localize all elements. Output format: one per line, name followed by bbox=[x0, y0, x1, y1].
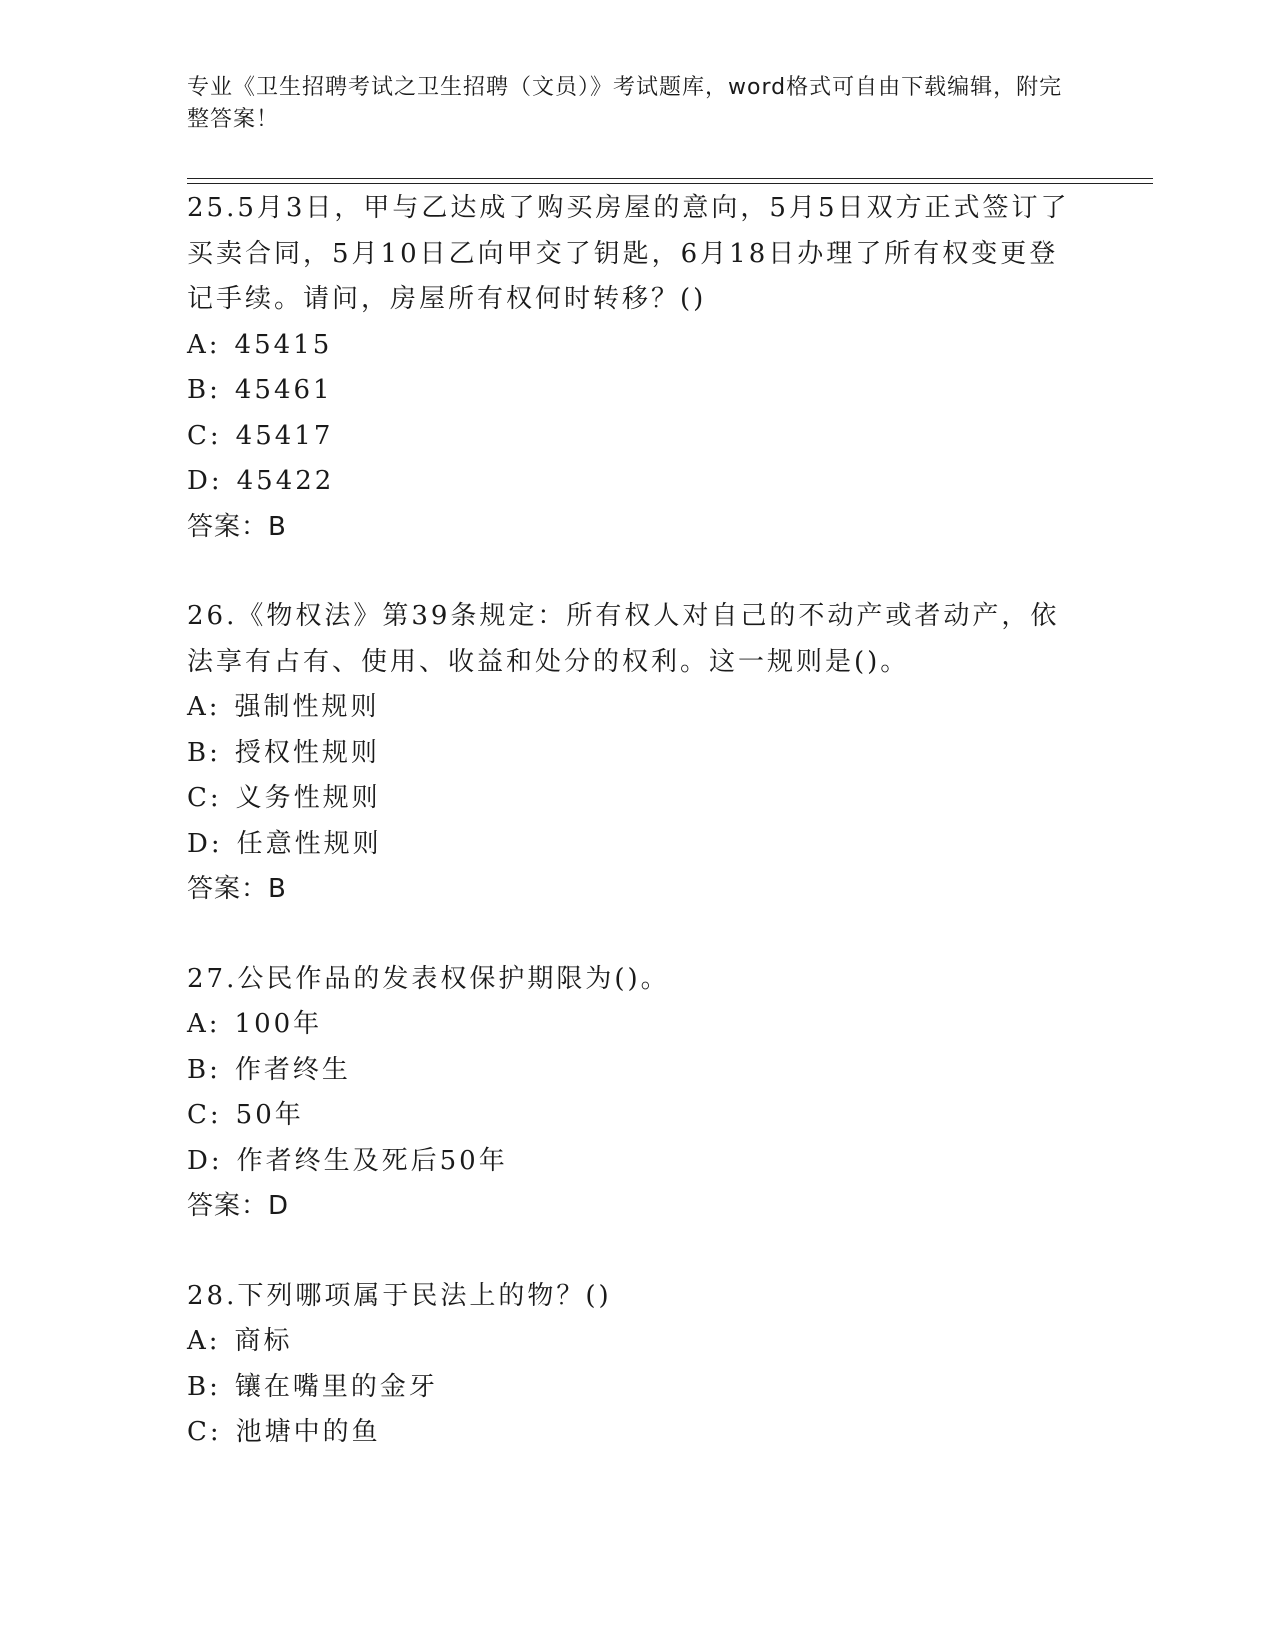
option-a bbox=[187, 1319, 1087, 1365]
header-divider-top bbox=[187, 178, 1153, 179]
option-text: 池塘中的鱼 bbox=[235, 1417, 381, 1447]
option-text: 义务性规则 bbox=[235, 783, 381, 813]
option-text: 作者终生及死后50年 bbox=[236, 1145, 508, 1176]
option-d bbox=[187, 822, 1087, 868]
answer-label: 答案： bbox=[187, 1191, 269, 1221]
question-25 bbox=[187, 186, 1087, 550]
option-letter: D: bbox=[187, 466, 223, 496]
document-header: 专业《卫生招聘考试之卫生招聘（文员）》考试题库，word格式可自由下载编辑，附完整答案！ bbox=[187, 75, 1063, 132]
option-a bbox=[187, 685, 1087, 731]
option-letter: B: bbox=[187, 1371, 221, 1402]
question-stem: 27.公民作品的发表权保护期限为()。 bbox=[187, 963, 670, 994]
option-letter: C: bbox=[187, 1100, 222, 1130]
option-c bbox=[187, 1093, 1087, 1139]
option-text: 100年 bbox=[234, 1009, 323, 1039]
option-a bbox=[187, 323, 1087, 369]
question-27 bbox=[187, 957, 1087, 1230]
option-d bbox=[187, 459, 1087, 505]
option-text: 45417 bbox=[235, 420, 334, 451]
option-letter: B: bbox=[187, 375, 221, 405]
question-stem: 26.《物权法》第39条规定：所有权人对自己的不动产或者动产，依法享有占有、使用、收益和处分的权利。这一规则是()。 bbox=[187, 601, 1060, 677]
question-28 bbox=[187, 1274, 1087, 1456]
header-divider-bottom bbox=[187, 183, 1153, 184]
option-d bbox=[187, 1139, 1087, 1185]
question-stem: 28.下列哪项属于民法上的物？() bbox=[187, 1280, 612, 1311]
answer-value: B bbox=[268, 511, 287, 542]
answer-line bbox=[187, 1184, 1087, 1230]
option-text: 镶在嘴里的金牙 bbox=[234, 1371, 438, 1402]
option-c bbox=[187, 1410, 1087, 1456]
option-text: 45422 bbox=[236, 466, 335, 496]
option-letter: D: bbox=[187, 1145, 223, 1176]
option-b bbox=[187, 1048, 1087, 1094]
option-letter: A: bbox=[187, 692, 221, 722]
option-letter: A: bbox=[187, 1326, 221, 1356]
option-letter: B: bbox=[187, 737, 221, 768]
option-text: 45415 bbox=[234, 329, 333, 360]
option-a bbox=[187, 1002, 1087, 1048]
option-text: 50年 bbox=[235, 1100, 304, 1130]
option-text: 45461 bbox=[234, 375, 333, 405]
option-text: 任意性规则 bbox=[236, 828, 382, 859]
question-spacer bbox=[187, 550, 1087, 594]
answer-value: B bbox=[268, 874, 287, 904]
answer-line bbox=[187, 505, 1087, 551]
answer-line bbox=[187, 867, 1087, 913]
option-c bbox=[187, 776, 1087, 822]
option-letter: D: bbox=[187, 828, 223, 859]
option-c bbox=[187, 414, 1087, 460]
option-text: 商标 bbox=[234, 1326, 293, 1356]
option-letter: B: bbox=[187, 1054, 221, 1085]
option-b bbox=[187, 1365, 1087, 1411]
question-stem: 25.5月3日，甲与乙达成了购买房屋的意向，5月5日双方正式签订了买卖合同，5月10日乙向甲交了钥匙，6月18日办理了所有权变更登记手续。请问，房屋所有权何时转移？() bbox=[187, 193, 1070, 314]
option-letter: A: bbox=[187, 1009, 221, 1039]
option-letter: C: bbox=[187, 420, 222, 451]
answer-label: 答案： bbox=[187, 874, 269, 904]
option-text: 授权性规则 bbox=[234, 737, 380, 768]
answer-label: 答案： bbox=[187, 511, 269, 542]
option-text: 作者终生 bbox=[234, 1054, 351, 1085]
option-text: 强制性规则 bbox=[234, 692, 380, 722]
answer-value: D bbox=[268, 1191, 290, 1221]
question-list bbox=[187, 186, 1087, 1456]
option-letter: C: bbox=[187, 1417, 222, 1447]
question-26 bbox=[187, 594, 1087, 913]
option-letter: C: bbox=[187, 783, 222, 813]
option-letter: A: bbox=[187, 329, 221, 360]
question-spacer bbox=[187, 913, 1087, 957]
question-spacer bbox=[187, 1230, 1087, 1274]
option-b bbox=[187, 731, 1087, 777]
option-b bbox=[187, 368, 1087, 414]
